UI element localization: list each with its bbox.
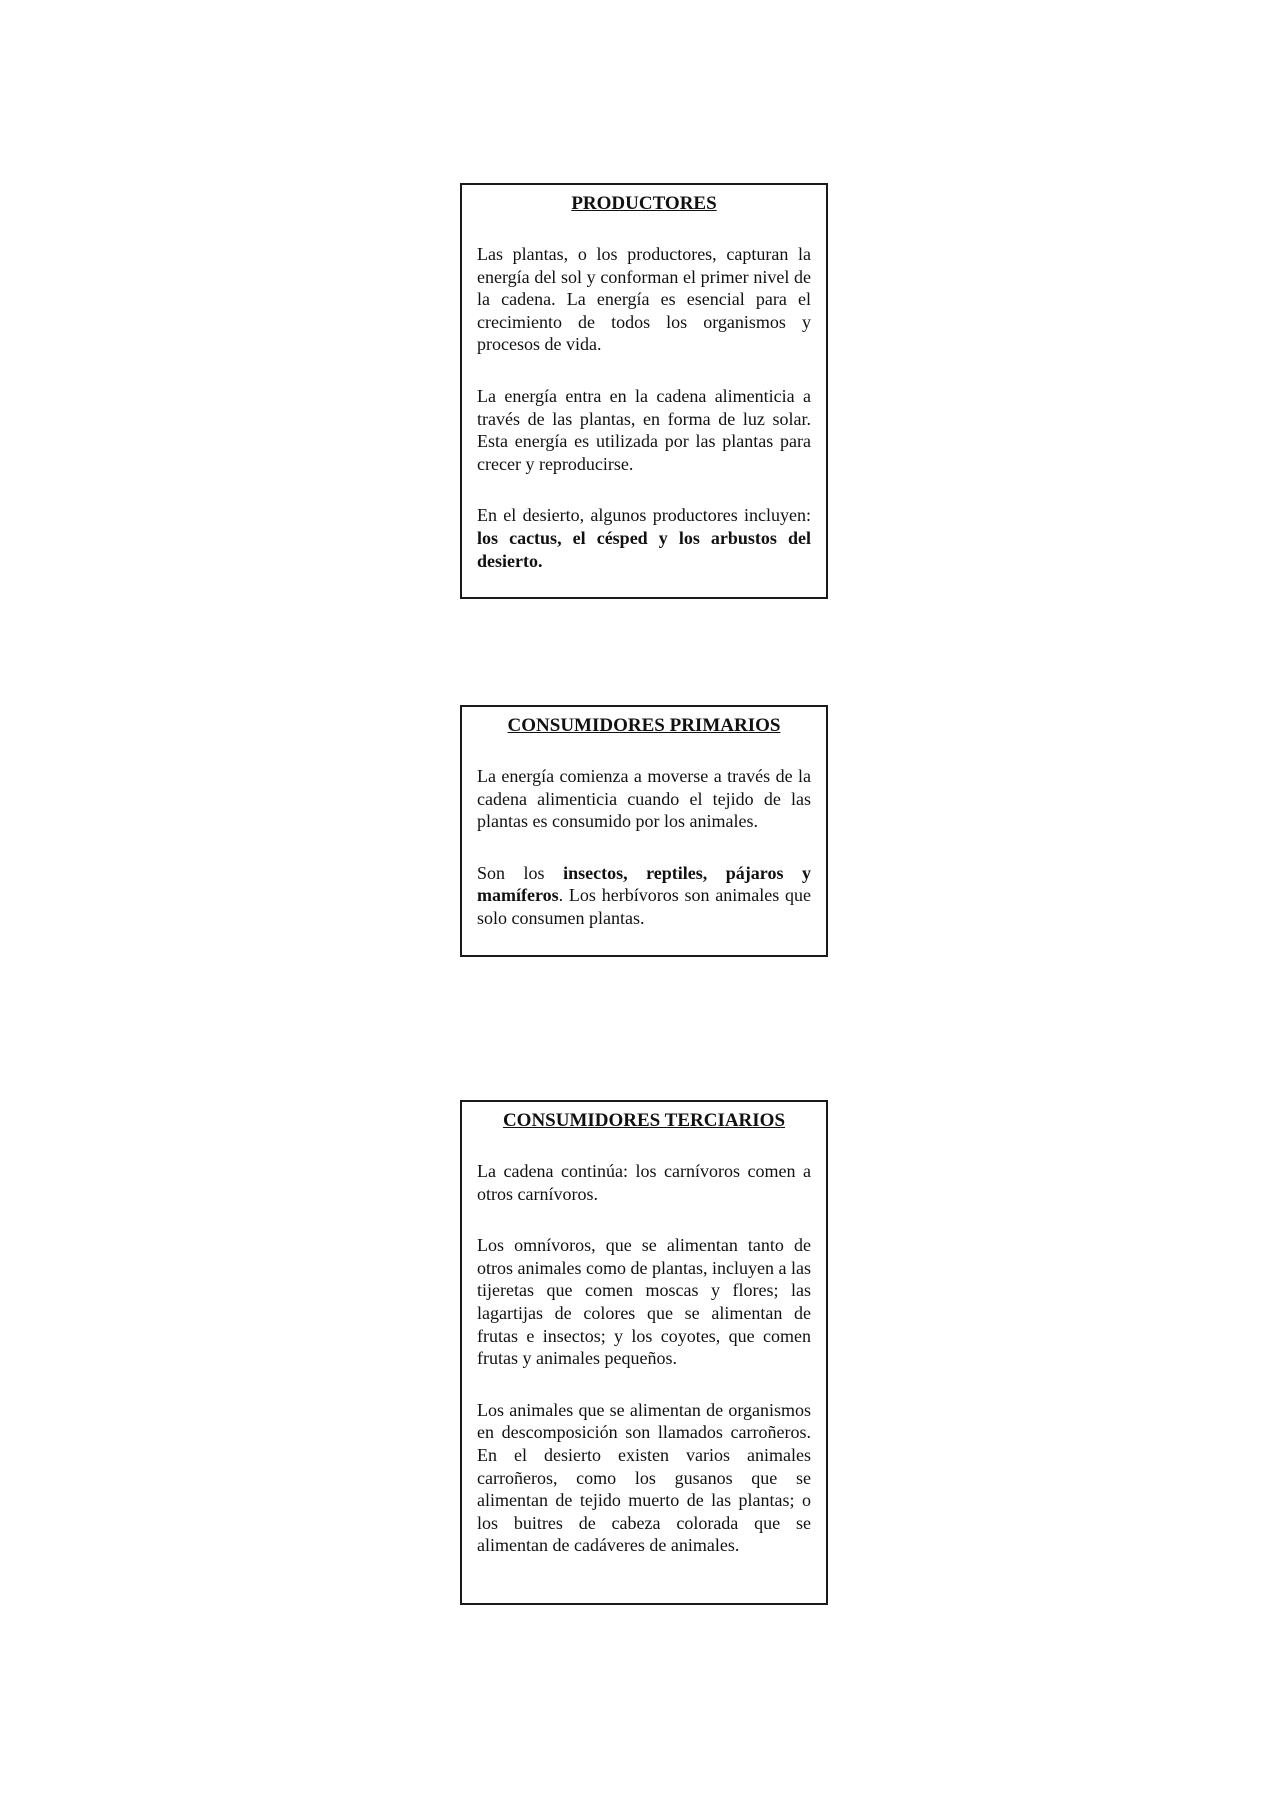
paragraph: Los omnívoros, que se alimentan tanto de otros animales como de plantas, incluyen a las tijeretas que comen moscas y flores; las lagartijas de colores que se alimentan de frutas e insectos; y los coyotes, que comen frutas y animales pequeños. — [477, 1235, 811, 1369]
card-consumidores-terciarios — [460, 1100, 828, 1605]
card-title: CONSUMIDORES PRIMARIOS — [507, 715, 781, 736]
card-title: PRODUCTORES — [571, 193, 717, 214]
paragraph — [477, 862, 811, 930]
paragraph: La cadena continúa: los carnívoros comen a otros carnívoros. — [477, 1161, 811, 1204]
paragraph: La energía comienza a moverse a través de la cadena alimenticia cuando el tejido de las plantas es consumido por los animales. — [477, 766, 811, 832]
card-title: CONSUMIDORES TERCIARIOS — [502, 1110, 786, 1131]
paragraph: Las plantas, o los productores, capturan la energía del sol y conforman el primer nivel de la cadena. La energía es esencial para el crecimiento de todos los organismos y procesos de vida. — [477, 244, 811, 355]
paragraph: Los animales que se alimentan de organismos en descomposición son llamados carroñeros. En el desierto existen varios animales carroñeros, como los gusanos que se alimentan de tejido muerto de las plantas; o los buitres de cabeza colorada que se alimentan de cadáveres de animales. — [477, 1399, 811, 1556]
paragraph — [477, 504, 811, 572]
paragraph-text: . Los herbívoros son animales que solo consumen plantas. — [477, 885, 811, 928]
paragraph-bold-text: los cactus, el césped y los arbustos del desierto. — [477, 527, 811, 571]
paragraph-text: Son los — [477, 862, 564, 883]
paragraph-bold-text: insectos, reptiles, pájaros y mamíferos — [477, 862, 811, 906]
card-consumidores-primarios — [460, 705, 828, 957]
card-productores — [460, 183, 828, 599]
paragraph: La energía entra en la cadena alimenticia a través de las plantas, en forma de luz solar. Esta energía es utilizada por las plantas para crecer y reproducirse. — [477, 385, 811, 474]
paragraph-text: En el desierto, algunos productores incluyen: — [477, 505, 811, 526]
